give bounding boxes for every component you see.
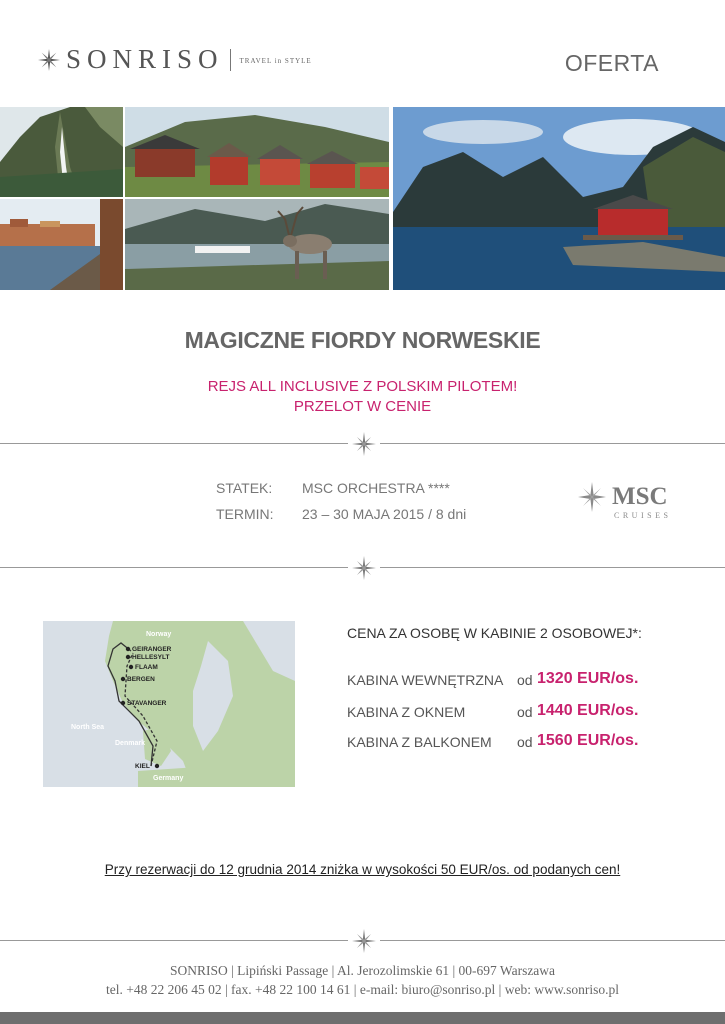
photo-reindeer-ship [125,199,389,290]
map-port-label: BERGEN [127,676,155,683]
cabin-price: 1320 EUR/os. [537,670,639,687]
section-divider [0,929,725,953]
photo-waterfall-fjord [0,107,123,197]
map-label-germany: Germany [153,775,184,782]
ship-label: STATEK: [216,480,273,496]
brand-divider [230,49,231,71]
price-from-label: od [517,704,533,720]
cabin-type-label: KABINA Z BALKONEM [347,734,492,750]
photo-lofoten-cabin [393,107,725,290]
msc-sub-text: CRUISES [614,511,672,520]
brand-name: SONRISO [66,44,224,74]
photo-red-houses [125,107,389,197]
section-divider [0,432,725,456]
section-divider [0,556,725,580]
offer-subtitle-2: PRZELOT W CENIE [293,398,432,415]
map-label-norway: Norway [146,631,172,638]
ship-value: MSC ORCHESTRA **** [302,480,450,496]
cabin-price: 1440 EUR/os. [537,702,639,719]
price-from-label: od [517,672,533,688]
document-type: OFERTA [564,50,659,76]
msc-cruises-logo [572,478,684,522]
photo-harbour-town [0,199,123,290]
route-map [43,621,295,787]
map-label-north-sea: North Sea [71,724,105,731]
brand-logo [38,44,312,75]
cabin-type-label: KABINA WEWNĘTRZNA [347,672,504,688]
map-port-label: HELLESYLT [132,654,170,661]
map-port-label: GEIRANGER [132,646,172,653]
price-heading: CENA ZA OSOBĘ W KABINIE 2 OSOBOWEJ*: [347,625,642,641]
brand-tagline: TRAVEL in STYLE [239,56,312,65]
map-label-denmark: Denmark [115,740,145,747]
date-label: TERMIN: [216,506,274,522]
compass-star-icon [352,929,376,953]
date-value: 23 – 30 MAJA 2015 / 8 dni [302,506,467,522]
promo-notice: Przy rezerwacji do 12 grudnia 2014 zniżka w wysokości 50 EUR/os. od podanych cen! [104,862,621,877]
map-port-label: STAVANGER [127,700,167,707]
offer-subtitle-1: REJS ALL INCLUSIVE Z POLSKIM PILOTEM! [207,378,518,395]
cabin-price: 1560 EUR/os. [537,732,639,749]
offer-title: MAGICZNE FIORDY NORWESKIE [184,327,541,353]
footer-address: SONRISO | Lipiński Passage | Al. Jerozolimskie 61 | 00-697 Warszawa [169,963,556,978]
cabin-type-label: KABINA Z OKNEM [347,704,466,720]
compass-star-icon [352,556,376,580]
msc-main-text: MSC [612,483,668,510]
compass-star-icon [38,49,60,71]
price-from-label: od [517,734,533,750]
footer-bar [0,1012,725,1024]
map-port-label: KIEL [135,763,150,770]
compass-star-icon [352,432,376,456]
map-port-label: FLAAM [135,664,158,671]
footer-contact: tel. +48 22 206 45 02 | fax. +48 22 100 14 61 | e-mail: biuro@sonriso.pl | web: www.sonriso.pl [106,982,619,997]
